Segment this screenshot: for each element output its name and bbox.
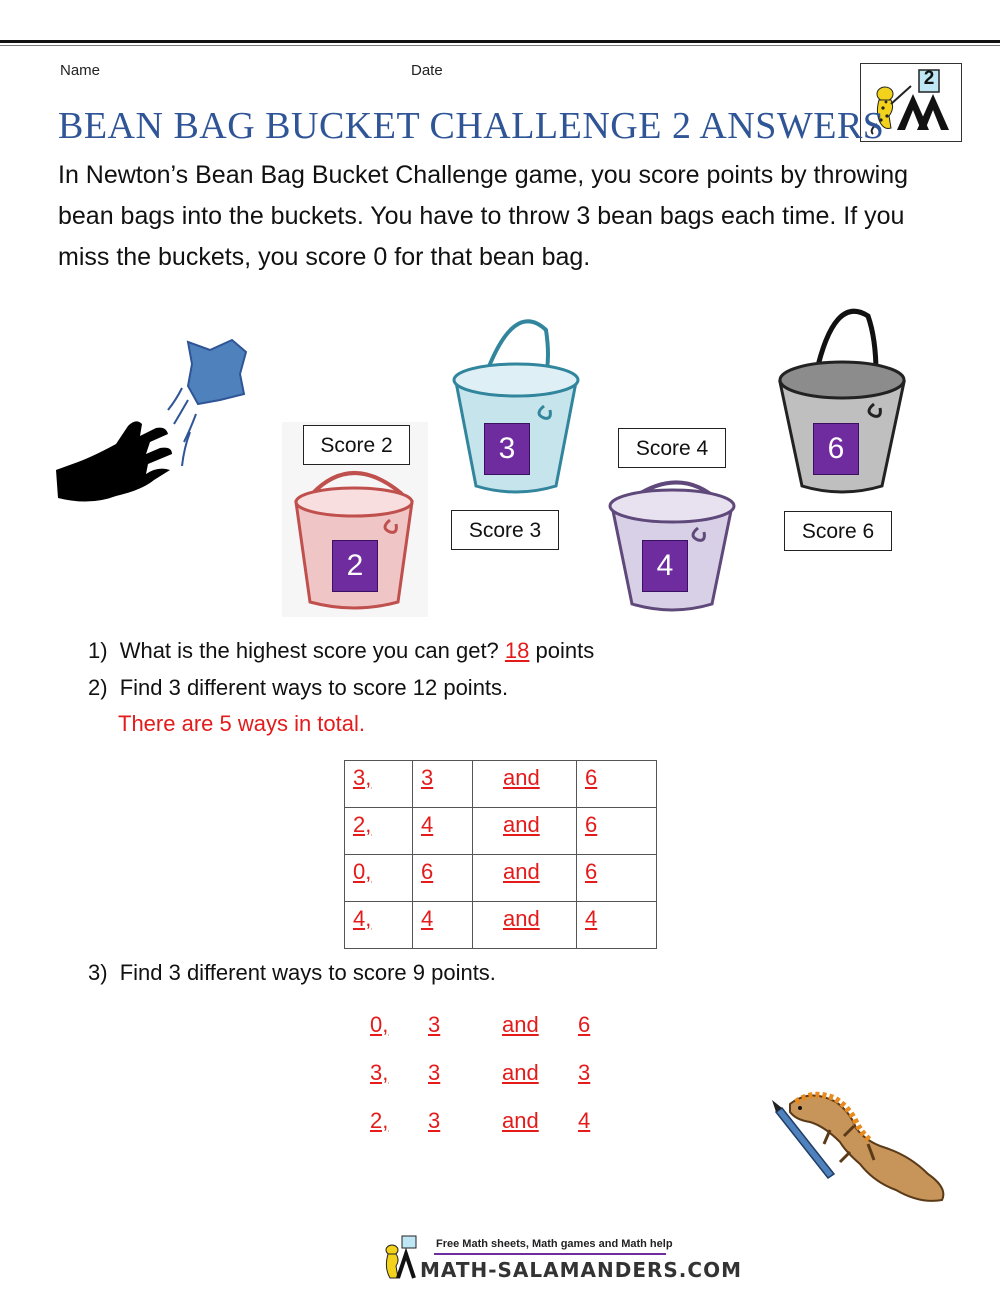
question-text: Find 3 different ways to score 9 points. — [119, 960, 496, 985]
table-row — [345, 808, 657, 855]
list-cell: 0, — [370, 1012, 389, 1037]
table-cell: and — [473, 761, 577, 808]
question-3 — [88, 960, 496, 986]
intro-paragraph: In Newton’s Bean Bag Bucket Challenge game, you score points by throwing bean bags into the buckets. You have to throw 3 bean bags each time. If you miss the buckets, you score 0 for that bean bag. — [58, 161, 909, 271]
footer-salamander-icon — [380, 1234, 420, 1282]
list-cell: and — [502, 1012, 539, 1037]
table-row — [345, 855, 657, 902]
score-label-4: Score 4 — [618, 428, 726, 468]
score-label-2: Score 2 — [303, 425, 410, 465]
list-cell: 3 — [428, 1108, 441, 1133]
header-rule-thin — [0, 45, 1000, 46]
footer-tagline: Free Math sheets, Math games and Math help — [436, 1238, 673, 1250]
bucket-number-3: 3 — [484, 423, 530, 475]
question-number: 1) — [88, 638, 108, 663]
question-number: 3) — [88, 960, 108, 985]
table-cell: and — [473, 855, 577, 902]
hand-icon — [56, 421, 172, 501]
question-number: 2) — [88, 675, 108, 700]
bucket-number-2: 2 — [332, 540, 378, 592]
table-cell: 6 — [577, 808, 657, 855]
table-cell: 6 — [577, 855, 657, 902]
table-cell: 4 — [413, 808, 473, 855]
grade-number: 2 — [923, 68, 935, 89]
bucket-number-6: 6 — [813, 423, 859, 475]
bean-bag-icon — [188, 340, 246, 404]
list-cell: 6 — [578, 1012, 591, 1037]
list-cell: and — [502, 1060, 539, 1085]
answer-note: There are 5 ways in total. — [118, 711, 366, 736]
page-title: BEAN BAG BUCKET CHALLENGE 2 ANSWERS — [58, 105, 885, 147]
list-cell: 2, — [370, 1108, 389, 1133]
table-cell: 2, — [345, 808, 413, 855]
question-1 — [88, 638, 594, 664]
table-cell: 6 — [413, 855, 473, 902]
motion-lines-icon — [168, 388, 196, 466]
list-cell: and — [502, 1108, 539, 1133]
footer-site-name: MATH-SALAMANDERS.COM — [420, 1258, 742, 1282]
footer-logo — [380, 1234, 420, 1282]
answer-table-12 — [344, 760, 657, 949]
date-label: Date — [411, 62, 443, 79]
salamander-pencil-icon — [770, 1082, 970, 1222]
table-cell: 3 — [413, 761, 473, 808]
table-cell: and — [473, 902, 577, 949]
header-rule — [0, 40, 1000, 43]
throwing-hand-illustration — [50, 330, 260, 520]
list-cell: 4 — [578, 1108, 591, 1133]
list-cell: 3 — [578, 1060, 591, 1085]
bucket-number-4: 4 — [642, 540, 688, 592]
question-2 — [88, 675, 508, 701]
name-label: Name — [60, 62, 101, 79]
list-cell: 3, — [370, 1060, 389, 1085]
table-row — [345, 902, 657, 949]
table-cell: 3, — [345, 761, 413, 808]
answer-value: 18 — [504, 638, 530, 663]
score-label-6: Score 6 — [784, 511, 892, 551]
question-text: Find 3 different ways to score 12 points. — [119, 675, 509, 700]
score-label-3: Score 3 — [451, 510, 559, 550]
question-text: What is the highest score you can get? — [119, 638, 499, 663]
table-cell: 0, — [345, 855, 413, 902]
table-cell: and — [473, 808, 577, 855]
table-row — [345, 761, 657, 808]
table-cell: 6 — [577, 761, 657, 808]
table-cell: 4 — [413, 902, 473, 949]
list-cell: 3 — [428, 1012, 441, 1037]
answer-suffix: points — [535, 638, 595, 663]
footer-divider — [434, 1253, 666, 1255]
list-cell: 3 — [428, 1060, 441, 1085]
table-cell: 4 — [577, 902, 657, 949]
table-cell: 4, — [345, 902, 413, 949]
